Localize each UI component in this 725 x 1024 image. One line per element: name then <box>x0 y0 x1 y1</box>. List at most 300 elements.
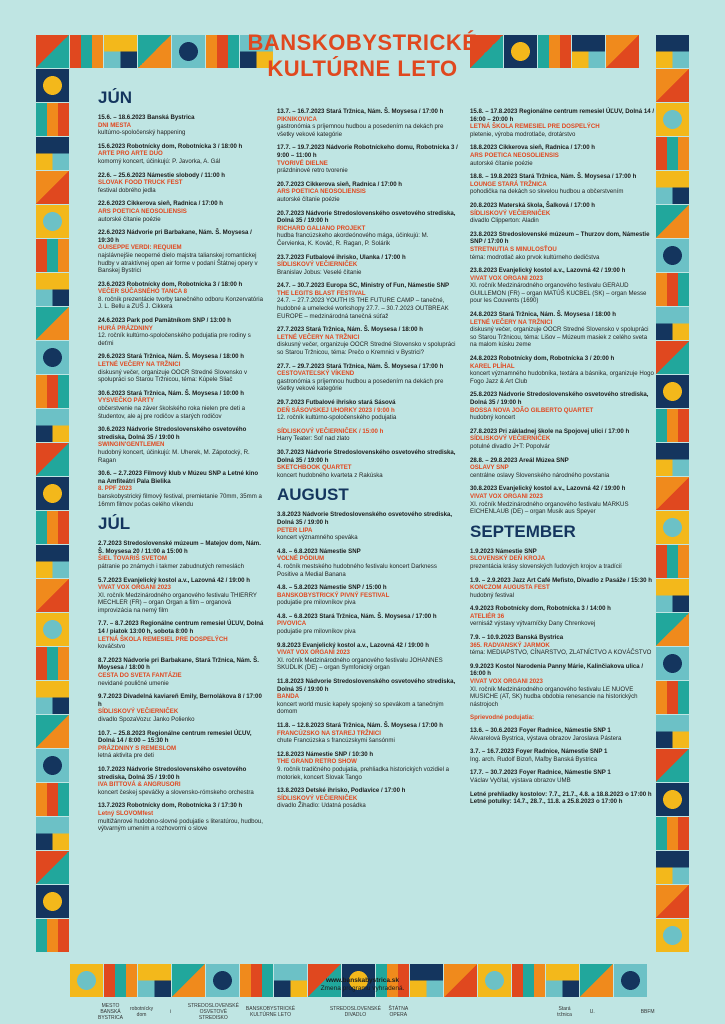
decor-tile <box>36 103 69 136</box>
event-title: RICHARD GALIANO PROJEKT <box>277 224 366 232</box>
accompanying-header: 3.7. – 16.7.2023 Foyer Radnice, Námestie SNP 1 <box>470 748 608 756</box>
event-item <box>98 281 266 311</box>
event-description: divadlo Žihadlo: Udatná posádka <box>277 802 366 810</box>
event-description: prezentácia krásy slovenských ľudových krojov a tradícií <box>470 562 622 570</box>
title-line-1: BANSKOBYSTRICKÉ <box>247 30 478 55</box>
accompanying-item <box>470 769 655 784</box>
sponsor-logo: BBFM <box>640 1009 655 1015</box>
event-description: hudobný koncert, účinkujú: M. Uherek, M. Zápotocký, R. Ragan <box>98 448 250 464</box>
event-item <box>277 144 459 174</box>
sponsor-logo <box>471 1004 492 1020</box>
month-heading: AUGUST <box>277 485 349 505</box>
event-description: diskusný večer, organizuje OOCR Stredné Slovensko v spolupráci so Starou Tržnicou, téma: Lišov – Múzeum masiek z celého sveta na malom kúsku zeme <box>470 326 649 349</box>
event-header: 28.8. – 29.8.2023 Areál Múzea SNP <box>470 456 569 464</box>
event-item <box>470 202 655 225</box>
event-title: THE LEGITS BLAST FESTIVAL <box>277 289 366 297</box>
decor-tile <box>36 715 69 748</box>
event-item <box>98 766 266 796</box>
event-header: 15.6. – 18.6.2023 Banská Bystrica <box>98 114 195 121</box>
event-description: hudobný koncert <box>470 414 516 422</box>
event-description: letná aktivita pre deti <box>98 752 154 760</box>
decor-tile <box>36 919 69 952</box>
event-header: 11.8. – 12.8.2023 Stará Tržnica, Nám. Š. Moysesa / 17:00 h <box>277 722 443 729</box>
event-description: diskusný večer, organizuje OOCR Stredné Slovensko v spolupráci so Starou Tržnicou, téma: Kúpele Sliač <box>98 368 248 384</box>
event-description: autorské čítanie poézie <box>470 159 533 167</box>
sponsor-logo <box>302 1004 323 1020</box>
decor-tile <box>36 545 69 578</box>
event-item <box>98 353 266 383</box>
event-description: pohodička na dekách so skvelou hudbou a občerstvením <box>470 188 624 196</box>
month-heading: JÚL <box>98 514 131 534</box>
sponsor-logo: STREDOSLOVENSKÉ DIVADLO <box>329 1006 381 1018</box>
event-item <box>98 693 266 723</box>
event-header: 4.8. – 5.8.2023 Námestie SNP / 15:00 h <box>277 584 387 592</box>
event-title: PRÁZDNINY S REMESLOM <box>98 744 177 752</box>
event-title: SÍDLISKOVÝ VEČIERNIČEK <box>277 261 358 269</box>
event-header: 18.8. – 19.8.2023 Stará Tržnica, Nám. Š. Moysesa / 17:00 h <box>470 173 637 181</box>
footer-note: Zmena programu vyhradená. <box>320 985 405 992</box>
event-item <box>277 678 459 716</box>
event-item <box>277 642 459 672</box>
title-line-2: KULTÚRNE LETO <box>267 56 458 81</box>
event-description: Branislav Jobus: Veselé čítanie <box>277 268 362 276</box>
event-title: SÍDLISKOVÝ VEČIERNIČEK <box>277 794 358 802</box>
event-item <box>470 267 655 305</box>
decor-tile <box>656 443 689 476</box>
event-item <box>277 787 459 810</box>
event-header: 3.8.2023 Nádvorie Stredoslovenského osvetového strediska, Dolná 35 / 19:00 h <box>277 511 453 526</box>
event-description: potulné divadlo J+T: Popolvár <box>470 442 550 450</box>
decor-tile <box>36 477 69 510</box>
event-header: 30.6. – 2.7.2023 Filmový klub v Múzeu SNP a Letné kino na Amfiteátri Pala Bielika <box>98 470 259 485</box>
event-description: autorské čítanie poézie <box>98 215 161 223</box>
decor-tile <box>36 307 69 340</box>
sponsor-logo: i <box>169 1009 171 1015</box>
event-item <box>470 634 655 657</box>
decor-tile <box>656 375 689 408</box>
event-title: CESTOVATEĽSKÝ VÍKEND <box>277 370 355 378</box>
event-title: 365. RADVANSKÝ JARMOK <box>470 641 550 649</box>
event-title: LETNÉ VEČERY NA TRŽNICI <box>277 333 360 341</box>
sponsor-logo <box>416 1004 437 1020</box>
event-description: najslávnejšie neoperné dielo majstra talianskej romantickej hudby v atraktívnej open air forme v podaní Štátnej opery v Banskej Bystrici <box>98 251 258 275</box>
event-item <box>98 143 266 166</box>
event-item <box>470 231 655 261</box>
event-description: kultúrno-spoločenský happening <box>98 129 186 137</box>
event-header: 27.7.2023 Stará Tržnica, Nám. Š. Moysesa / 18:00 h <box>277 326 423 334</box>
event-header: 29.6.2023 Stará Tržnica, Nám. Š. Moysesa / 18:00 h <box>98 353 244 361</box>
accompanying-title: Sprievodné podujatia: <box>470 714 534 722</box>
event-item <box>277 282 459 320</box>
event-item <box>277 428 459 443</box>
event-item <box>277 399 459 422</box>
event-description: občerstvenie na záver školského roka nielen pre deti a študentov, ale aj pre rodičov a starých rodičov <box>98 405 246 420</box>
event-item <box>470 457 655 480</box>
decor-tile <box>656 715 689 748</box>
event-title: BANDA <box>277 693 300 701</box>
event-title: SÍDLISKOVÝ VEČIERNIČEK <box>470 209 551 217</box>
accompanying-item <box>470 748 655 763</box>
decor-tile <box>36 239 69 272</box>
sponsor-logo: Stará tržnica <box>557 1006 572 1018</box>
event-header: 7.9. – 10.9.2023 Banská Bystrica <box>470 634 564 642</box>
decor-tile <box>36 681 69 714</box>
event-description: XI. ročník Medzinárodného organového festivalu THIERRY MECHLER (FR) – organ Organ a film – organová improvizácia na nemý film <box>98 591 257 614</box>
sponsor-logo: U. <box>589 1009 595 1015</box>
accompanying-item <box>470 727 655 742</box>
event-header: 25.8.2023 Nádvorie Stredoslovenského osvetového strediska, Dolná 35 / 19:00 h <box>470 391 649 406</box>
accompanying-description: Akvarelová Bystrica, výstava obrazov Jaroslava Pástera <box>470 734 622 742</box>
event-description: podujatie pre milovníkov piva <box>277 599 356 607</box>
event-title: VYSVEČKO PÁRTY <box>98 397 155 405</box>
event-description: festival dobrého jedla <box>98 186 156 194</box>
event-header: 30.6.2023 Nádvorie Stredoslovenského osvetového strediska, Dolná 35 / 19:00 h <box>98 426 247 441</box>
event-header: 13.7.2023 Robotnícky dom, Robotnícka 3 / 17:30 h <box>98 802 243 810</box>
event-item <box>98 470 266 508</box>
decor-tile <box>36 749 69 782</box>
event-item <box>98 540 266 570</box>
decor-tile <box>656 477 689 510</box>
event-item <box>470 144 655 167</box>
event-description: kováčstvo <box>98 643 126 651</box>
event-item <box>277 210 459 248</box>
decor-tile <box>36 341 69 374</box>
event-title: SÍDLISKOVÝ VEČIERNIČEK / 15:00 h <box>277 427 384 435</box>
event-title: DEŇ SÁSOVSKEJ UHORKY 2023 / 9:00 h <box>277 406 395 414</box>
event-item <box>470 391 655 421</box>
sponsor-logo: ŠTÁTNA OPERA <box>388 1006 409 1018</box>
decor-tile <box>656 239 689 272</box>
event-title: ARS POETICA NEOSOLIENSIS <box>98 207 187 215</box>
event-header: 4.9.2023 Robotnícky dom, Robotnícka 3 / 14:00 h <box>470 605 611 613</box>
event-header: 23.6.2023 Robotnícky dom, Robotnícka 3 / 18:00 h <box>98 280 243 288</box>
event-item <box>98 577 266 615</box>
event-header: 7.7. – 8.7.2023 Regionálne centrum remesiel ÚĽUV, Dolná 14 / piatok 13:00 h, sobota 8:00 h <box>98 620 264 636</box>
event-header: 18.8.2023 Cikkerova sieň, Radnica / 17:00 h <box>470 144 595 152</box>
decor-tile <box>656 885 689 918</box>
event-title: IVA BITTOVÁ & ANGRUSORI <box>98 781 181 789</box>
decor-tile <box>36 579 69 612</box>
decor-tile <box>656 307 689 340</box>
event-description: multižánrové hudobno-slovné podujatie s literatúrou, hudbou, výtvarným umením a rozhovormi o slove <box>98 817 263 833</box>
event-item <box>277 326 459 356</box>
accompanying-description: Ing. arch. Rudolf Bizoň, Maľby Banská Bystrica <box>470 755 598 763</box>
event-title: VEČER SÚČASNÉHO TANCA 8 <box>98 288 188 296</box>
event-title: ATELIÉR 36 <box>470 612 505 620</box>
event-title: Letný SLOVOMfest <box>98 809 154 817</box>
event-description: 24.7. – 27.7.2023 YOUTH IS THE FUTURE CAMP – tanečné, hudobné a umelecké workshopy 27.7. – 30.7.2023 OUTBREAK EUROPE – medzinárodná tanečná súťaž <box>277 297 449 320</box>
event-description: koncert hudobného kvarteta z Rakúska <box>277 471 383 479</box>
event-header: 13.7. – 16.7.2023 Stará Tržnica, Nám. Š. Moysesa / 17:00 h <box>277 108 444 115</box>
decor-tile <box>36 273 69 306</box>
event-title: ARTE PRO ARTE DUO <box>98 150 163 158</box>
event-title: STRETNUTIA S MINULOSŤOU <box>470 245 557 253</box>
event-header: 13.8.2023 Detské ihrisko, Podlavice / 17:00 h <box>277 787 406 795</box>
event-header: 23.8.2023 Evanjelický kostol a.v., Lazovná 42 / 19:00 h <box>470 267 626 275</box>
event-description: téma: modrotlač ako prvok kultúrneho dedičstva <box>470 253 600 261</box>
event-title: PIKNIKOVICA <box>277 115 317 123</box>
event-description: prázdninové retro tvorenie <box>277 167 348 175</box>
event-title: VIVAT VOX ORGANI 2023 <box>470 492 543 500</box>
decor-tile <box>656 205 689 238</box>
event-title: ŠIEL TOVARIŠ SVETOM <box>98 555 167 563</box>
event-description: 4. ročník mestského hudobného festivalu koncert Darkness Positive a Medial Banana <box>277 562 437 578</box>
event-title: VIVAT VOX ORGANI 2023 <box>277 649 350 657</box>
event-item <box>277 449 459 479</box>
event-header: 10.7.2023 Nádvorie Stredoslovenského osvetového strediska, Dolná 35 / 19:00 h <box>98 765 247 781</box>
event-header: 15.8. – 17.8.2023 Regionálne centrum remesiel ÚĽUV, Dolná 14 / 16:00 – 20:00 h <box>470 108 655 123</box>
event-description: banskobystrický filmový festival, premietanie 70mm, 35mm a 16mm filmov počas celého víkendu <box>98 492 262 508</box>
event-title: ARS POETICA NEOSOLIENSIS <box>470 151 559 159</box>
event-item <box>470 577 655 600</box>
event-title: SLOVAK FOOD TRUCK FEST <box>98 179 183 187</box>
event-description: XI. ročník Medzinárodného organového festivalu LE NUOVE MUSICHE (AT, SK) hudba obdobia renesancie na historických nástrojoch <box>470 685 638 708</box>
event-header: 11.8.2023 Nádvorie Stredoslovenského osvetového strediska, Dolná 35 / 19:00 h <box>277 678 456 693</box>
event-header: 24.7. – 30.7.2023 Europa SC, Ministry of Fun, Námestie SNP <box>277 282 450 290</box>
decor-tile <box>36 783 69 816</box>
event-title: HURÁ PRÁZDNINY <box>98 324 153 332</box>
tour-line: Letné potulky: 14.7., 28.7., 11.8. a 25.8.2023 o 17:00 h <box>470 798 623 806</box>
accompanying-description: Václav Vyčítal, výstava obrazov UMB <box>470 776 571 784</box>
decor-tile <box>656 511 689 544</box>
event-header: 15.6.2023 Robotnícky dom, Robotnícka 3 / 18:00 h <box>98 142 243 150</box>
decor-tile <box>656 545 689 578</box>
event-item <box>277 751 459 781</box>
event-item <box>98 200 266 223</box>
decor-tile <box>656 409 689 442</box>
event-item <box>470 355 655 385</box>
event-header: 23.7.2023 Futbalové ihrisko, Ulanka / 17:00 h <box>277 253 406 261</box>
decor-tile <box>36 171 69 204</box>
event-item <box>277 511 459 541</box>
event-description: autorské čítanie poézie <box>277 195 340 203</box>
month-heading: JÚN <box>98 88 133 107</box>
event-title: OSLAVY SNP <box>470 464 509 472</box>
event-header: 30.8.2023 Evanjelický kostol a.v., Lazovná 42 / 19:00 h <box>470 485 626 493</box>
event-item <box>98 802 266 832</box>
decor-tile <box>656 171 689 204</box>
event-item <box>98 317 266 347</box>
event-title: GUISEPPE VERDI: REQUIEM <box>98 244 182 252</box>
decor-tile <box>656 137 689 170</box>
event-item <box>98 657 266 687</box>
decor-tile <box>656 783 689 816</box>
event-header: 20.8.2023 Materská škola, Šalková / 17:00 h <box>470 201 596 209</box>
sponsor-logo: STREDOSLOVENSKÉ OSVETOVÉ STREDISKO <box>187 1003 239 1021</box>
event-description: centrálne oslavy Slovenského národného povstania <box>470 471 610 479</box>
event-description: koncert významného speváka <box>277 534 358 542</box>
event-item <box>98 390 266 420</box>
event-header: 4.8. – 6.8.2023 Námestie SNP <box>277 547 361 555</box>
event-header: 24.6.2023 Park pod Pamätníkom SNP / 13:00 h <box>98 317 231 325</box>
event-description: koncert významného hudobníka, textára a básnika, organizuje Hogo Fogo Jazz & Art Club <box>470 370 654 385</box>
event-title: VIVAT VOX ORGANI 2023 <box>98 584 171 592</box>
event-header: 27.7. – 29.7.2023 Stará Tržnica, Nám. Š. Moysesa / 17:00 h <box>277 362 444 370</box>
event-title: PIVOVICA <box>277 620 307 628</box>
event-title: TVORIVÉ DIELNE <box>277 159 328 167</box>
decor-tile <box>36 647 69 680</box>
decor-tile <box>36 613 69 646</box>
sponsor-logo: robotnícky dom <box>130 1006 154 1018</box>
event-title: LETNÁ ŠKOLA REMESIEL PRE DOSPELÝCH <box>98 635 228 643</box>
event-header: 12.8.2023 Námestie SNP / 10:30 h <box>277 750 374 758</box>
event-description: 12. ročník kultúrno-spoločenského podujatia <box>277 414 397 422</box>
decor-tile <box>36 205 69 238</box>
event-header: 30.7.2023 Nádvorie Stredoslovenského osvetového strediska, Dolná 35 / 19:00 h <box>277 448 456 464</box>
event-description: XI. ročník Medzinárodného organového festivalu GERAUD GUILLEMON (FR) – organ MATÚŠ KUCBEL (SK) – organ Messe pour les Couvents (1690) <box>470 282 647 305</box>
event-header: 5.7.2023 Evanjelický kostol a.v., Lazovná 42 / 19:00 h <box>98 576 250 584</box>
event-title: SWINGIN'GENTLEMEN <box>98 441 165 449</box>
accompanying-header: 13.6. – 30.6.2023 Foyer Radnice, Námestie SNP 1 <box>470 727 611 734</box>
event-item <box>470 428 655 451</box>
event-description: diskusný večer, organizuje OOCR Stredné Slovensko v spolupráci so Starou Tržnicou, téma: Prečo o Kremnici v Bystrici? <box>277 341 456 357</box>
event-title: LETNÉ VEČERY NA TRŽNICI <box>470 318 553 326</box>
event-title: FRANCÚZSKO NA STAREJ TRŽNICI <box>277 729 381 737</box>
decor-tile <box>36 511 69 544</box>
event-description: gastronómia s príjemnou hudbou a posedením na dekách pre všetky vekové kategórie <box>277 123 444 138</box>
event-description: koncert world music kapely spojený so spevákom a tanečným domom <box>277 700 444 716</box>
event-item <box>98 426 266 464</box>
event-description: XI. ročník Medzinárodného organového festivalu MARKUS EICHENLAUB (DE) – organ Musik aus Speyer <box>470 500 629 516</box>
event-item <box>470 311 655 349</box>
event-description: XI. ročník Medzinárodného organového festivalu JOHANNES SKUDLIK (DE) – organ Symfonický organ <box>277 656 443 672</box>
event-item <box>98 620 266 650</box>
event-header: 29.7.2023 Futbalové ihrisko stará Sásová <box>277 399 396 406</box>
event-description: 12. ročník kultúrno-spoločenského podujatia pre rodiny s deťmi <box>98 332 251 347</box>
event-item <box>277 363 459 393</box>
decor-tile <box>36 817 69 850</box>
event-item <box>277 584 459 607</box>
event-item <box>98 730 266 760</box>
event-description: pátranie po známych i takmer zabudnutých remeslách <box>98 562 244 570</box>
event-item <box>277 722 459 745</box>
decor-tile <box>656 613 689 646</box>
event-description: 8. ročník prezentácie tvorby tanečného odboru Konzervatória J. L. Bellu a ZUŠ J. Cikkera <box>98 295 263 311</box>
event-title: SKETCHBOOK QUARTET <box>277 464 352 472</box>
month-heading: SEPTEMBER <box>470 521 576 541</box>
decor-tile <box>36 137 69 170</box>
event-title: VOĽNÉ PÓDIUM <box>277 555 325 563</box>
sponsor-logo: BANSKOBYSTRICKÉ KULTÚRNE LETO <box>245 1006 296 1018</box>
event-item <box>98 114 266 137</box>
event-header: 9.7.2023 Divadelná kaviareň Emily, Bernolákova 8 / 17:00 h <box>98 693 262 708</box>
event-title: BANSKOBYSTRICKÝ PIVNÝ FESTIVAL <box>277 591 390 599</box>
event-header: 1.9. – 2.9.2023 Jazz Art Café Mefisto, Divadlo z Pasáže / 15:30 h <box>470 576 652 584</box>
event-header: 4.8. – 6.8.2023 Stará Tržnica, Nám. Š. Moysesa / 17:00 h <box>277 612 437 620</box>
event-description: koncert českej speváčky a slovensko-rómskeho orchestra <box>98 788 254 796</box>
event-item <box>470 605 655 628</box>
event-item <box>470 663 655 709</box>
decor-tile <box>656 919 689 952</box>
decor-tile <box>656 647 689 680</box>
event-item <box>98 172 266 195</box>
event-title: KAREL PLÍHAL <box>470 362 515 370</box>
decor-tile <box>36 851 69 884</box>
event-header: 2.7.2023 Stredoslovenské múzeum – Matejov dom, Nám. Š. Moysesa 20 / 11:00 a 15:00 h <box>98 540 261 555</box>
event-item <box>277 181 459 204</box>
column-2 <box>277 108 459 816</box>
sponsor-logos <box>98 1002 658 1022</box>
event-title: BOSSA NOVA JOÃO GILBERTO QUARTET <box>470 406 594 414</box>
event-header: 9.8.2023 Evanjelický kostol a.v., Lazovná 42 / 19:00 h <box>277 641 429 649</box>
event-header: 22.6. – 25.6.2023 Námestie slobody / 11:00 h <box>98 171 226 179</box>
event-title: SÍDLISKOVÝ VEČIERNIČEK <box>98 708 179 716</box>
event-description: hudba francúzskeho akordeónového mága, účinkujú: M. Červienka, K. Kováč, R. Ragan, P. Solárik <box>277 232 429 247</box>
decor-tile <box>36 885 69 918</box>
event-header: 17.7. – 19.7.2023 Nádvorie Robotníckeho domu, Robotnícka 3 / 9:00 – 11:00 h <box>277 144 458 159</box>
event-header: 22.6.2023 Cikkerova sieň, Radnica / 17:00 h <box>98 200 223 208</box>
event-item <box>277 108 459 138</box>
event-title: VIVAT VOX ORGANI 2023 <box>470 274 543 282</box>
decor-tile <box>656 273 689 306</box>
sponsor-logo <box>499 1004 520 1020</box>
website-link[interactable]: www.banskabystrica.sk <box>325 977 400 984</box>
event-header: 27.8.2023 Pri základnej škole na Spojovej ulici / 17:00 h <box>470 427 630 435</box>
decor-tile <box>656 103 689 136</box>
event-header: 1.9.2023 Námestie SNP <box>470 547 537 555</box>
event-title: ARS POETICA NEOSOLIENSIS <box>277 188 366 196</box>
event-header: 22.6.2023 Nádvorie pri Barbakane, Nám. Š. Moysesa / 19:30 h <box>98 229 252 244</box>
event-description: divadlo Clipperton: Aladin <box>470 217 539 225</box>
event-header: 24.8.2023 Stará Tržnica, Nám. Š. Moysesa / 18:00 h <box>470 311 616 319</box>
event-header: 20.7.2023 Cikkerova sieň, Radnica / 17:00 h <box>277 180 402 188</box>
event-description: divadlo SpozaVozu: Janko Polienko <box>98 716 195 723</box>
event-title: THE GRAND RETRO SHOW <box>277 758 357 766</box>
event-header: 30.6.2023 Stará Tržnica, Nám. Š. Moysesa / 10:00 h <box>98 389 244 397</box>
decor-tile <box>656 749 689 782</box>
event-description: hudobný festival <box>470 591 515 599</box>
decor-tile <box>656 817 689 850</box>
event-item <box>470 548 655 571</box>
accompanying-header: 17.7. – 30.7.2023 Foyer Radnice, Námestie SNP 1 <box>470 769 611 777</box>
event-title: LOUNGE STARÁ TRŽNICA <box>470 180 547 188</box>
event-description: nevidané pouličné umenie <box>98 679 169 687</box>
event-description: Harry Teater: Soľ nad zlato <box>277 435 350 443</box>
column-1 <box>98 84 266 839</box>
footer <box>0 977 725 993</box>
event-header: 20.7.2023 Nádvorie Stredoslovenského osvetového strediska, Dolná 35 / 19:00 h <box>277 209 456 225</box>
sponsor-logo <box>443 1004 464 1020</box>
event-description: gastronómia s príjemnou hudbou a posedením na dekách pre všetky vekové kategórie <box>277 377 444 393</box>
decor-tile <box>656 851 689 884</box>
event-title: SLOVENSKÝ DEŇ KROJA <box>470 555 546 563</box>
event-title: PETER LIPA <box>277 526 313 534</box>
event-item <box>470 108 655 138</box>
event-description: vernisáž výstavy výtvarníčky Dany Chrenkovej <box>470 620 596 628</box>
event-item <box>98 229 266 275</box>
event-title: SÍDLISKOVÝ VEČIERNIČEK <box>470 435 551 443</box>
sponsor-logo <box>610 1004 631 1020</box>
sponsor-logo <box>526 1004 547 1020</box>
event-title: CESTA DO SVETA FANTÁZIE <box>98 672 182 680</box>
event-title: KONCZOM AUGUSTA FEST <box>470 584 550 592</box>
event-header: 10.7. – 25.8.2023 Regionálne centrum remesiel ÚĽUV, Dolná 14 / 8:00 – 15:30 h <box>98 729 252 745</box>
event-header: 24.8.2023 Robotnícky dom, Robotnícka 3 / 20:00 h <box>470 355 615 363</box>
event-description: podujatie pre milovníkov piva <box>277 628 356 636</box>
event-description: pletenie, výroba modrotlače, drotárstvo <box>470 130 576 138</box>
event-item <box>470 485 655 515</box>
event-header: 23.8.2023 Stredoslovenské múzeum – Thurzov dom, Námestie SNP / 17:00 h <box>470 230 650 246</box>
decor-tile <box>656 579 689 612</box>
decor-tile <box>656 681 689 714</box>
event-title: VIVAT VOX ORGANI 2023 <box>470 678 543 686</box>
event-header: 8.7.2023 Nádvorie pri Barbakane, Stará Tržnica, Nám. Š. Moysesa / 18:00 h <box>98 656 259 672</box>
tour-line: Letné prehliadky kostolov: 7.7., 21.7., 4.8. a 18.8.2023 o 17:00 h <box>470 790 652 798</box>
event-description: 9. ročník tradičného podujatia, prehliadka historických vozidiel a motoriek, koncert Slovak Tango <box>277 765 450 781</box>
event-item <box>277 548 459 578</box>
sponsor-logo: MESTO BANSKÁ BYSTRICA <box>98 1003 124 1021</box>
event-description: komorný koncert, účinkujú: P. Javorka, A. Gál <box>98 157 221 165</box>
